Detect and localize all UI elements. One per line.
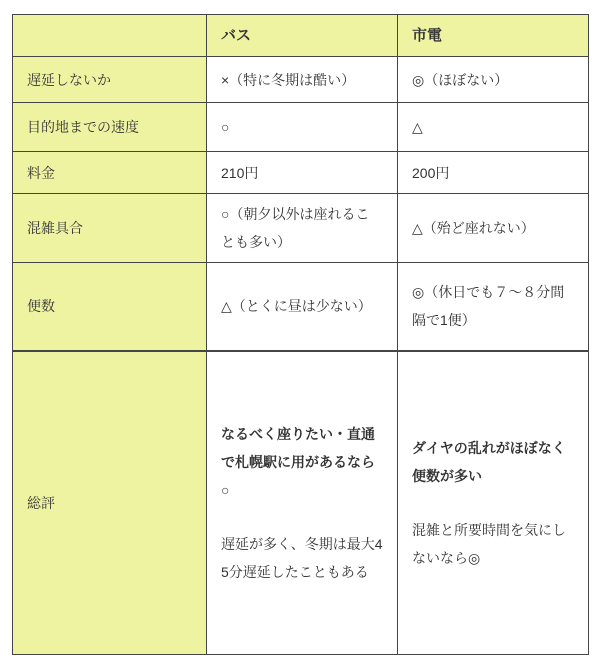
cell-bus-fare: 210円 [207,152,398,194]
row-label-frequency: 便数 [13,263,207,351]
table-row-frequency [13,263,589,351]
cell-bus-delay: ×（特に冬期は酷い） [207,57,398,103]
row-label-delay: 遅延しないか [13,57,207,103]
tram-summary-verdict: ダイヤの乱れがほぼなく便数が多い [412,439,566,484]
table-row-summary [13,351,589,655]
row-label-summary: 総評 [13,351,207,655]
row-label-fare: 料金 [13,152,207,194]
cell-bus-frequency: △（とくに昼は少ない） [207,263,398,351]
cell-tram-delay: ◎（ほぼない） [398,57,589,103]
table-row-crowding [13,194,589,263]
bus-vs-tram-comparison-table [12,14,589,655]
row-label-crowding: 混雑具合 [13,194,207,263]
cell-bus-crowding: ○（朝夕以外は座れることも多い） [207,194,398,263]
cell-tram-frequency: ◎（休日でも７～８分間隔で1便） [398,263,589,351]
row-label-speed: 目的地までの速度 [13,103,207,152]
cell-bus-summary [207,351,398,655]
cell-tram-crowding: △（殆ど座れない） [398,194,589,263]
table-row-fare [13,152,589,194]
col-header-empty [13,15,207,57]
bus-summary-verdict: なるべく座りたい・直通で札幌駅に用があるなら○ [221,425,375,498]
bus-summary-note: 遅延が多く、冬期は最大45分遅延したこともある [221,535,383,580]
table-row-delay [13,57,589,103]
table-row-speed [13,103,589,152]
cell-tram-fare: 200円 [398,152,589,194]
tram-summary-note: 混雑と所要時間を気にしないなら◎ [412,521,566,566]
col-header-tram: 市電 [398,15,589,57]
cell-bus-speed: ○ [207,103,398,152]
cell-tram-speed: △ [398,103,589,152]
header-row [13,15,589,57]
cell-tram-summary [398,351,589,655]
col-header-bus: バス [207,15,398,57]
